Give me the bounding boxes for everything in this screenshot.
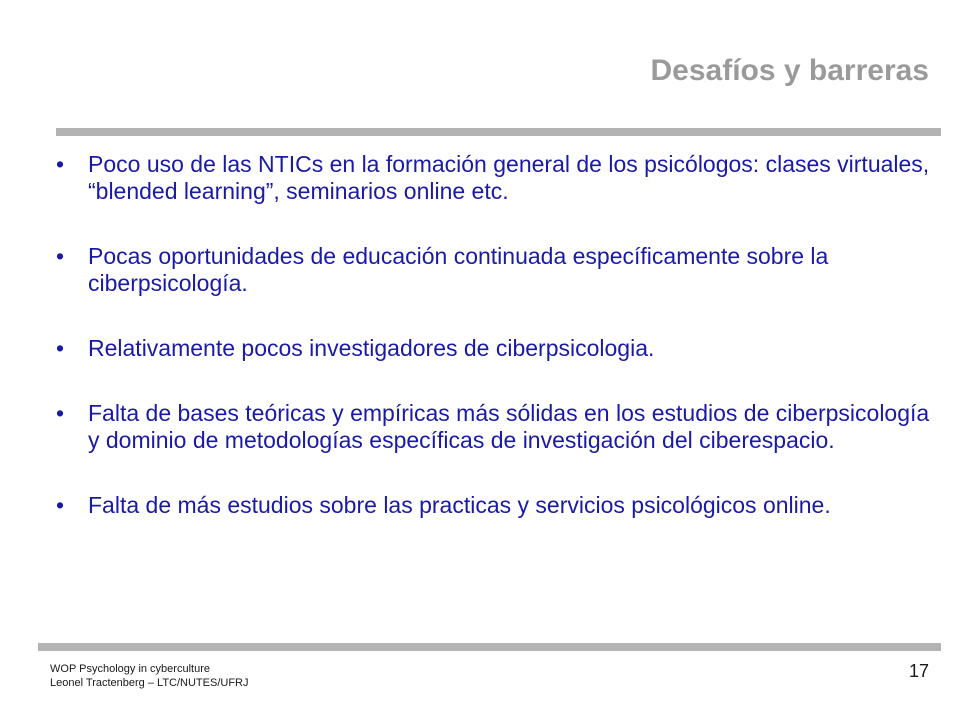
page-number: 17: [908, 661, 929, 681]
bullet-marker: •: [56, 151, 65, 177]
bullet-item: [56, 151, 940, 205]
bullet-item: [56, 492, 940, 519]
bullet-text: Relativamente pocos investigadores de ciberpsicologia.: [88, 335, 655, 361]
footer-line-course: WOP Psychology in cyberculture: [50, 663, 210, 675]
bullet-item: [56, 400, 940, 454]
bullet-text: Falta de más estudios sobre las practicas y servicios psicológicos online.: [88, 492, 831, 518]
footer-divider: [38, 643, 941, 651]
bullet-marker: •: [56, 400, 65, 426]
bullet-marker: •: [56, 335, 65, 361]
footer-credits: [50, 662, 248, 690]
bullet-text: Poco uso de las NTICs en la formación general de los psicólogos: clases virtuales, “blended learning”, seminarios online etc.: [88, 151, 930, 204]
bullet-marker: •: [56, 492, 65, 518]
footer-line-author: Leonel Tractenberg – LTC/NUTES/UFRJ: [50, 677, 249, 689]
bullet-item: [56, 243, 940, 297]
title-divider: [56, 128, 941, 136]
bullet-text: Falta de bases teóricas y empíricas más sólidas en los estudios de ciberpsicología y dominio de metodologías específicas de investigación del ciberespacio.: [88, 400, 930, 453]
bullet-list: [56, 151, 940, 519]
slide-title: Desafíos y barreras: [650, 54, 929, 87]
bullet-text: Pocas oportunidades de educación continuada específicamente sobre la ciberpsicología.: [88, 243, 829, 296]
bullet-marker: •: [56, 243, 65, 269]
bullet-item: [56, 335, 940, 362]
